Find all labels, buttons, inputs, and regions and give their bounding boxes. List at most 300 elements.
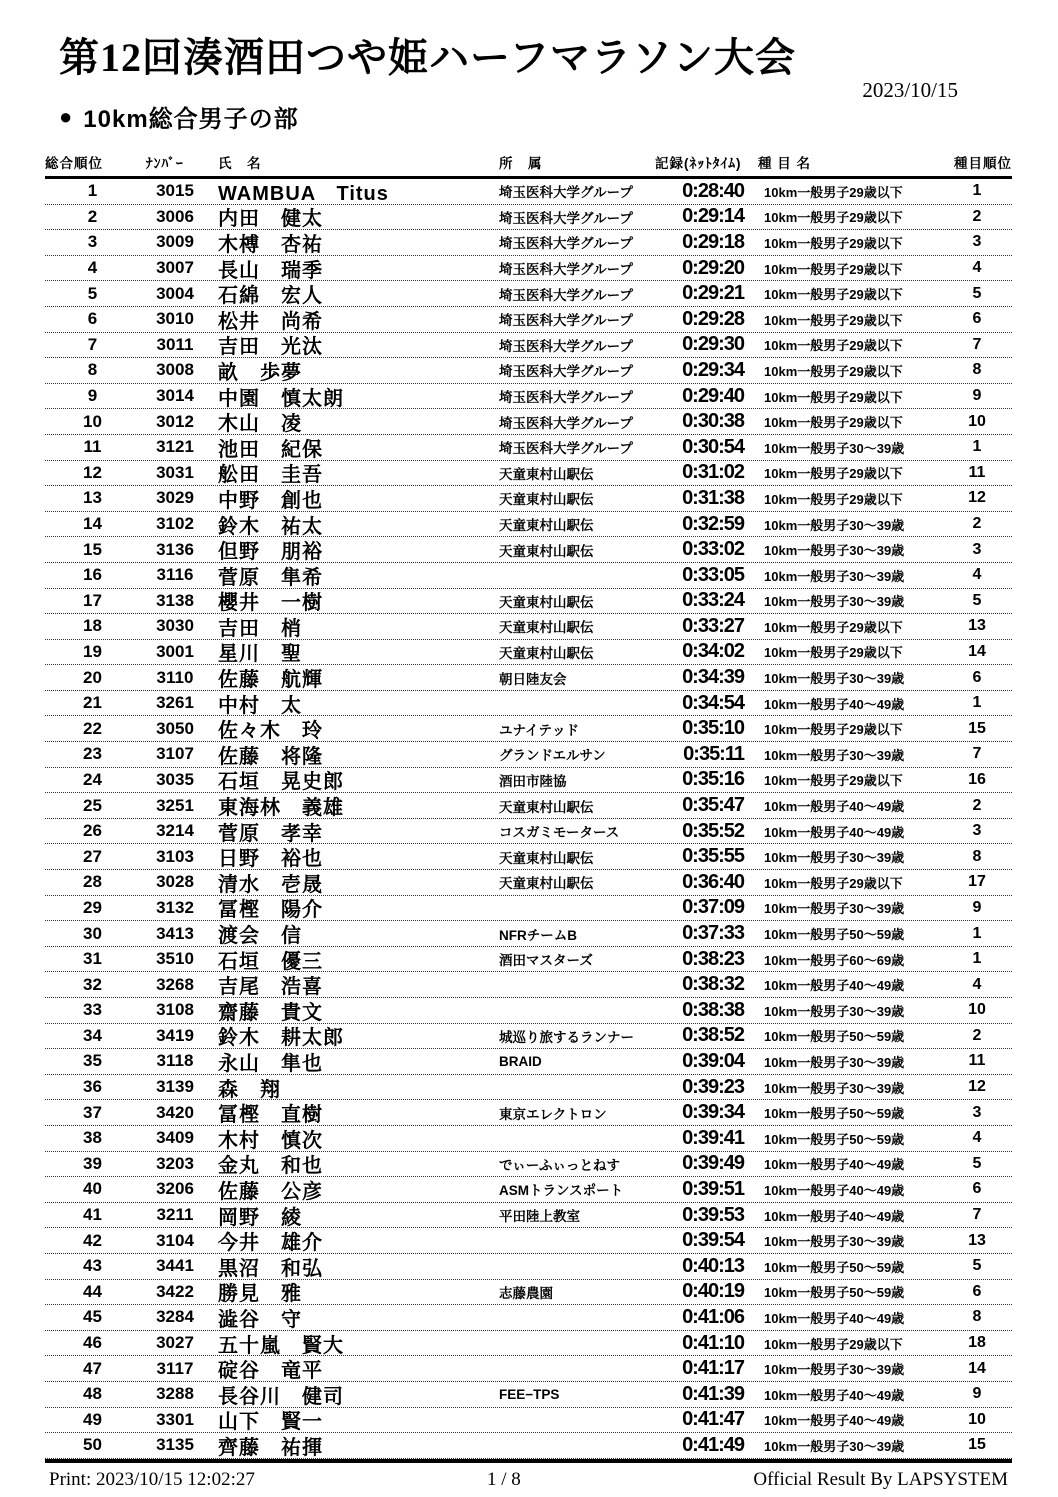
runner-name: 金丸 和也 — [218, 1155, 323, 1178]
runner-name: 佐藤 将隆 — [218, 745, 323, 768]
table-row — [45, 793, 1012, 819]
net-time: 0:41:10 — [682, 1331, 744, 1354]
overall-rank: 31 — [83, 949, 102, 969]
category-rank: 6 — [972, 1282, 982, 1300]
overall-rank: 32 — [83, 974, 102, 994]
category-name: 10km一般男子50〜59歳 — [764, 1259, 905, 1275]
bib-number: 3014 — [156, 386, 194, 406]
table-row — [45, 307, 1012, 333]
category-rank: 9 — [972, 1385, 982, 1403]
team-name: 天童東村山駅伝 — [499, 620, 594, 636]
net-time: 0:29:20 — [682, 256, 744, 279]
team-name: FEE−TPS — [499, 1386, 560, 1402]
overall-rank: 27 — [83, 846, 102, 866]
overall-rank: 2 — [87, 206, 98, 226]
category-name: 10km一般男子40〜49歳 — [764, 1387, 905, 1403]
category-name: 10km一般男子30〜39歳 — [764, 747, 905, 763]
runner-name: 永山 隼也 — [218, 1052, 323, 1075]
category-name: 10km一般男子29歳以下 — [764, 184, 903, 200]
overall-rank: 24 — [83, 769, 102, 789]
runner-name: 碇谷 竜平 — [218, 1360, 323, 1383]
category-name: 10km一般男子29歳以下 — [764, 389, 903, 405]
bib-number: 3011 — [156, 334, 194, 354]
bib-number: 3015 — [156, 181, 194, 201]
col-header-overall-rank: 総合順位 — [45, 156, 103, 171]
page-number: 1 / 8 — [487, 1468, 521, 1490]
bib-number: 3121 — [156, 437, 194, 457]
net-time: 0:40:13 — [682, 1254, 744, 1277]
section-label: 10km総合男子の部 — [83, 106, 299, 133]
bib-number: 3420 — [156, 1102, 194, 1122]
bib-number: 3214 — [156, 821, 194, 841]
bib-number: 3035 — [156, 769, 194, 789]
runner-name: 菅原 隼希 — [218, 566, 323, 589]
runner-name: 東海林 義雄 — [218, 797, 344, 820]
bullet-icon: ● — [59, 103, 74, 129]
print-timestamp: Print: 2023/10/15 12:02:27 — [49, 1468, 255, 1490]
bib-number: 3116 — [156, 565, 194, 585]
category-rank: 6 — [972, 1180, 982, 1198]
runner-name: 冨樫 直樹 — [218, 1104, 323, 1127]
category-name: 10km一般男子50〜59歳 — [764, 1131, 905, 1147]
net-time: 0:39:34 — [682, 1101, 744, 1124]
overall-rank: 6 — [87, 309, 98, 329]
overall-rank: 37 — [83, 1102, 102, 1122]
category-rank: 10 — [968, 412, 986, 430]
overall-rank: 36 — [83, 1077, 102, 1097]
overall-rank: 9 — [87, 386, 98, 406]
table-row — [45, 614, 1012, 640]
bib-number: 3004 — [156, 283, 194, 303]
category-rank: 8 — [972, 361, 982, 379]
category-rank: 1 — [972, 694, 982, 712]
overall-rank: 3 — [87, 232, 98, 252]
category-rank: 8 — [972, 1308, 982, 1326]
runner-name: 星川 聖 — [218, 643, 302, 666]
category-rank: 9 — [972, 387, 982, 405]
table-row — [45, 537, 1012, 563]
category-rank: 12 — [968, 1078, 986, 1096]
bib-number: 3117 — [156, 1358, 194, 1378]
table-row — [45, 281, 1012, 307]
runner-name: 石垣 優三 — [218, 950, 323, 973]
net-time: 0:35:16 — [682, 768, 744, 791]
table-row — [45, 1356, 1012, 1382]
team-name: 埼玉医科大学グループ — [499, 390, 633, 406]
overall-rank: 47 — [83, 1358, 102, 1378]
net-time: 0:35:10 — [682, 717, 744, 740]
overall-rank: 4 — [87, 258, 98, 278]
runner-name: 中園 慎太朗 — [218, 387, 344, 410]
bib-number: 3510 — [156, 949, 194, 969]
team-name: 天童東村山駅伝 — [499, 518, 594, 534]
team-name: 埼玉医科大学グループ — [499, 262, 633, 278]
runner-name: WAMBUA Titus — [218, 182, 389, 205]
table-row — [45, 409, 1012, 435]
runner-name: 佐々木 玲 — [218, 720, 323, 743]
table-body — [45, 179, 1012, 1463]
bib-number: 3010 — [156, 309, 194, 329]
net-time: 0:40:19 — [682, 1280, 744, 1303]
overall-rank: 41 — [83, 1205, 102, 1225]
overall-rank: 13 — [83, 488, 102, 508]
team-name: 天童東村山駅伝 — [499, 492, 594, 508]
net-time: 0:30:54 — [682, 435, 744, 458]
overall-rank: 35 — [83, 1051, 102, 1071]
net-time: 0:41:47 — [682, 1408, 744, 1431]
category-rank: 7 — [972, 1206, 982, 1224]
overall-rank: 29 — [83, 897, 102, 917]
net-time: 0:29:30 — [682, 333, 744, 356]
overall-rank: 23 — [83, 744, 102, 764]
bib-number: 3118 — [156, 1051, 194, 1071]
category-rank: 13 — [968, 1231, 986, 1249]
category-name: 10km一般男子30〜39歳 — [764, 543, 905, 559]
footer — [45, 1469, 1012, 1491]
net-time: 0:29:18 — [682, 230, 744, 253]
bib-number: 3030 — [156, 616, 194, 636]
page-title: 第12回湊酒田つや姫ハーフマラソン大会 — [59, 35, 796, 80]
category-rank: 12 — [968, 489, 986, 507]
bib-number: 3138 — [156, 590, 194, 610]
bib-number: 3413 — [156, 923, 194, 943]
category-rank: 15 — [968, 719, 986, 737]
net-time: 0:38:23 — [682, 947, 744, 970]
category-rank: 18 — [968, 1334, 986, 1352]
team-name: 城巡り旅するランナー — [499, 1029, 634, 1045]
net-time: 0:34:54 — [682, 691, 744, 714]
bib-number: 3139 — [156, 1077, 194, 1097]
runner-name: 佐藤 航輝 — [218, 669, 323, 692]
category-rank: 1 — [972, 924, 982, 942]
bib-number: 3409 — [156, 1128, 194, 1148]
category-name: 10km一般男子30〜39歳 — [764, 1438, 905, 1454]
net-time: 0:38:32 — [682, 973, 744, 996]
runner-name: 冨樫 陽介 — [218, 899, 323, 922]
category-name: 10km一般男子29歳以下 — [764, 466, 903, 482]
bib-number: 3268 — [156, 974, 194, 994]
category-rank: 11 — [968, 463, 986, 481]
table-row — [45, 563, 1012, 589]
category-name: 10km一般男子29歳以下 — [764, 287, 903, 303]
team-name: 埼玉医科大学グループ — [499, 287, 633, 303]
team-name: BRAID — [499, 1053, 542, 1069]
table-row — [45, 1305, 1012, 1331]
bib-number: 3102 — [156, 514, 194, 534]
table-row — [45, 333, 1012, 359]
net-time: 0:41:39 — [682, 1382, 744, 1405]
table-row — [45, 819, 1012, 845]
runner-name: 鈴木 耕太郎 — [218, 1027, 344, 1050]
bib-number: 3136 — [156, 539, 194, 559]
category-name: 10km一般男子30〜39歳 — [764, 850, 905, 866]
table-row — [45, 998, 1012, 1024]
net-time: 0:39:54 — [682, 1229, 744, 1252]
category-rank: 5 — [972, 591, 982, 609]
runner-name: 今井 雄介 — [218, 1232, 323, 1255]
runner-name: 齊藤 祐揮 — [218, 1436, 323, 1459]
category-name: 10km一般男子50〜59歳 — [764, 1029, 905, 1045]
bib-number: 3108 — [156, 1000, 194, 1020]
category-name: 10km一般男子30〜39歳 — [764, 1003, 905, 1019]
bib-number: 3422 — [156, 1281, 194, 1301]
category-name: 10km一般男子30〜39歳 — [764, 901, 905, 917]
category-rank: 13 — [968, 617, 986, 635]
table-row — [45, 230, 1012, 256]
category-name: 10km一般男子29歳以下 — [764, 235, 903, 251]
overall-rank: 42 — [83, 1230, 102, 1250]
table-row — [45, 1152, 1012, 1178]
bib-number: 3027 — [156, 1333, 194, 1353]
runner-name: 松井 尚希 — [218, 310, 323, 333]
bib-number: 3031 — [156, 462, 194, 482]
section-heading — [59, 99, 1012, 134]
overall-rank: 11 — [83, 437, 102, 457]
category-rank: 2 — [972, 207, 982, 225]
category-name: 10km一般男子40〜49歳 — [764, 824, 905, 840]
category-rank: 3 — [972, 540, 982, 558]
table-row — [45, 461, 1012, 487]
overall-rank: 33 — [83, 1000, 102, 1020]
category-rank: 15 — [968, 1436, 986, 1454]
category-name: 10km一般男子30〜39歳 — [764, 517, 905, 533]
category-rank: 5 — [972, 1257, 982, 1275]
net-time: 0:37:09 — [682, 896, 744, 919]
overall-rank: 34 — [83, 1025, 102, 1045]
category-name: 10km一般男子29歳以下 — [764, 722, 903, 738]
team-name: 天童東村山駅伝 — [499, 645, 594, 661]
table-row — [45, 384, 1012, 410]
category-name: 10km一般男子50〜59歳 — [764, 927, 905, 943]
category-name: 10km一般男子29歳以下 — [764, 363, 903, 379]
overall-rank: 46 — [83, 1333, 102, 1353]
runner-name: 木榑 杏祐 — [218, 233, 323, 256]
net-time: 0:29:21 — [682, 282, 744, 305]
team-name: グランドエルサン — [499, 748, 606, 764]
table-row — [45, 691, 1012, 717]
category-rank: 7 — [972, 745, 982, 763]
runner-name: 澁谷 守 — [218, 1308, 302, 1331]
category-rank: 16 — [968, 770, 986, 788]
runner-name: 吉尾 浩喜 — [218, 976, 323, 999]
category-name: 10km一般男子29歳以下 — [764, 645, 903, 661]
category-rank: 4 — [972, 259, 982, 277]
bib-number: 3288 — [156, 1384, 194, 1404]
runner-name: 長谷川 健司 — [218, 1385, 344, 1408]
runner-name: 池田 紀保 — [218, 438, 323, 461]
overall-rank: 26 — [83, 821, 102, 841]
category-name: 10km一般男子40〜49歳 — [764, 1413, 905, 1429]
bib-number: 3301 — [156, 1409, 194, 1429]
net-time: 0:29:40 — [682, 384, 744, 407]
bib-number: 3001 — [156, 641, 194, 661]
net-time: 0:29:14 — [682, 205, 744, 228]
net-time: 0:29:34 — [682, 358, 744, 381]
category-name: 10km一般男子29歳以下 — [764, 261, 903, 277]
runner-name: 木村 慎次 — [218, 1129, 323, 1152]
team-name: 埼玉医科大学グループ — [499, 364, 633, 380]
category-name: 10km一般男子50〜59歳 — [764, 1285, 905, 1301]
category-rank: 5 — [972, 1154, 982, 1172]
table-row — [45, 1382, 1012, 1408]
net-time: 0:28:40 — [682, 179, 744, 202]
category-rank: 4 — [972, 566, 982, 584]
col-header-net-time: 記録(ﾈｯﾄﾀｲﾑ) — [655, 156, 742, 171]
category-rank: 10 — [968, 1001, 986, 1019]
net-time: 0:31:02 — [682, 461, 744, 484]
bib-number: 3261 — [156, 693, 194, 713]
bib-number: 3211 — [156, 1205, 194, 1225]
runner-name: 長山 瑞季 — [218, 259, 323, 282]
category-rank: 2 — [972, 515, 982, 533]
runner-name: 佐藤 公彦 — [218, 1180, 323, 1203]
overall-rank: 40 — [83, 1179, 102, 1199]
net-time: 0:38:38 — [682, 998, 744, 1021]
category-name: 10km一般男子30〜39歳 — [764, 1080, 905, 1096]
category-name: 10km一般男子29歳以下 — [764, 312, 903, 328]
bib-number: 3110 — [156, 667, 194, 687]
runner-name: 日野 裕也 — [218, 848, 323, 871]
net-time: 0:30:38 — [682, 410, 744, 433]
overall-rank: 28 — [83, 872, 102, 892]
team-name: 埼玉医科大学グループ — [499, 441, 633, 457]
overall-rank: 12 — [83, 462, 102, 482]
runner-name: 石垣 晃史郎 — [218, 771, 344, 794]
category-name: 10km一般男子29歳以下 — [764, 619, 903, 635]
runner-name: 黒沼 和弘 — [218, 1257, 323, 1280]
table-row — [45, 589, 1012, 615]
category-rank: 3 — [972, 1103, 982, 1121]
table-row — [45, 716, 1012, 742]
table-row — [45, 1100, 1012, 1126]
runner-name: 櫻井 一樹 — [218, 592, 323, 615]
net-time: 0:34:39 — [682, 666, 744, 689]
team-name: 天童東村山駅伝 — [499, 876, 594, 892]
net-time: 0:37:33 — [682, 922, 744, 945]
overall-rank: 17 — [83, 590, 102, 610]
team-name: コスガミモータース — [499, 825, 620, 841]
category-name: 10km一般男子30〜39歳 — [764, 1234, 905, 1250]
runner-name: 勝見 雅 — [218, 1283, 302, 1306]
category-name: 10km一般男子60〜69歳 — [764, 952, 905, 968]
category-name: 10km一般男子40〜49歳 — [764, 1208, 905, 1224]
overall-rank: 16 — [83, 565, 102, 585]
category-rank: 6 — [972, 310, 982, 328]
results-table — [45, 152, 1012, 1463]
bib-number: 3419 — [156, 1025, 194, 1045]
overall-rank: 22 — [83, 718, 102, 738]
table-row — [45, 921, 1012, 947]
bib-number: 3104 — [156, 1230, 194, 1250]
team-name: 朝日陸友会 — [499, 671, 567, 687]
net-time: 0:36:40 — [682, 870, 744, 893]
category-rank: 14 — [968, 1359, 986, 1377]
col-header-bib-number: ﾅﾝﾊﾞｰ — [146, 156, 184, 171]
overall-rank: 15 — [83, 539, 102, 559]
team-name: 天童東村山駅伝 — [499, 799, 594, 815]
table-row — [45, 1408, 1012, 1434]
table-row — [45, 768, 1012, 794]
bib-number: 3132 — [156, 897, 194, 917]
overall-rank: 39 — [83, 1153, 102, 1173]
overall-rank: 38 — [83, 1128, 102, 1148]
bib-number: 3441 — [156, 1256, 194, 1276]
overall-rank: 7 — [87, 334, 98, 354]
runner-name: 齋藤 貴文 — [218, 1001, 323, 1024]
bib-number: 3012 — [156, 411, 194, 431]
team-name: 天童東村山駅伝 — [499, 594, 594, 610]
category-rank: 1 — [972, 182, 982, 200]
bib-number: 3135 — [156, 1435, 194, 1455]
overall-rank: 25 — [83, 795, 102, 815]
runner-name: 但野 朋裕 — [218, 541, 323, 564]
runner-name: 畝 歩夢 — [218, 361, 302, 384]
col-header-category-rank: 種目順位 — [954, 156, 1012, 171]
bib-number: 3206 — [156, 1179, 194, 1199]
category-name: 10km一般男子40〜49歳 — [764, 1157, 905, 1173]
bib-number: 3006 — [156, 206, 194, 226]
team-name: 天童東村山駅伝 — [499, 850, 594, 866]
runner-name: 鈴木 祐太 — [218, 515, 323, 538]
overall-rank: 5 — [87, 283, 98, 303]
bib-number: 3008 — [156, 360, 194, 380]
category-name: 10km一般男子40〜49歳 — [764, 978, 905, 994]
net-time: 0:35:47 — [682, 794, 744, 817]
overall-rank: 10 — [83, 411, 102, 431]
table-row — [45, 1228, 1012, 1254]
net-time: 0:38:52 — [682, 1024, 744, 1047]
bib-number: 3007 — [156, 258, 194, 278]
category-rank: 2 — [972, 1026, 982, 1044]
bib-number: 3107 — [156, 744, 194, 764]
category-name: 10km一般男子40〜49歳 — [764, 1310, 905, 1326]
category-name: 10km一般男子29歳以下 — [764, 1336, 903, 1352]
net-time: 0:29:28 — [682, 307, 744, 330]
print-date: 2023/10/15 — [862, 78, 958, 102]
table-row — [45, 1177, 1012, 1203]
category-name: 10km一般男子29歳以下 — [764, 338, 903, 354]
overall-rank: 45 — [83, 1307, 102, 1327]
runner-name: 内田 健太 — [218, 208, 323, 231]
table-row — [45, 1280, 1012, 1306]
category-rank: 14 — [968, 642, 986, 660]
runner-name: 中野 創也 — [218, 489, 323, 512]
category-rank: 5 — [972, 284, 982, 302]
runner-name: 吉田 光汰 — [218, 336, 323, 359]
team-name: 酒田市陸協 — [499, 773, 567, 789]
runner-name: 岡野 綾 — [218, 1206, 302, 1229]
runner-name: 清水 壱晟 — [218, 873, 323, 896]
category-rank: 7 — [972, 335, 982, 353]
table-row — [45, 256, 1012, 282]
net-time: 0:39:23 — [682, 1075, 744, 1098]
category-rank: 3 — [972, 822, 982, 840]
net-time: 0:35:55 — [682, 845, 744, 868]
table-header — [45, 152, 1012, 179]
category-name: 10km一般男子30〜39歳 — [764, 1054, 905, 1070]
category-name: 10km一般男子30〜39歳 — [764, 440, 905, 456]
runner-name: 中村 太 — [218, 694, 302, 717]
table-row — [45, 896, 1012, 922]
overall-rank: 44 — [83, 1281, 102, 1301]
runner-name: 山下 賢一 — [218, 1411, 323, 1434]
category-name: 10km一般男子30〜39歳 — [764, 1362, 905, 1378]
net-time: 0:39:53 — [682, 1203, 744, 1226]
category-rank: 4 — [972, 1129, 982, 1147]
category-rank: 10 — [968, 1410, 986, 1428]
team-name: NFRチームB — [499, 927, 577, 943]
net-time: 0:39:51 — [682, 1177, 744, 1200]
